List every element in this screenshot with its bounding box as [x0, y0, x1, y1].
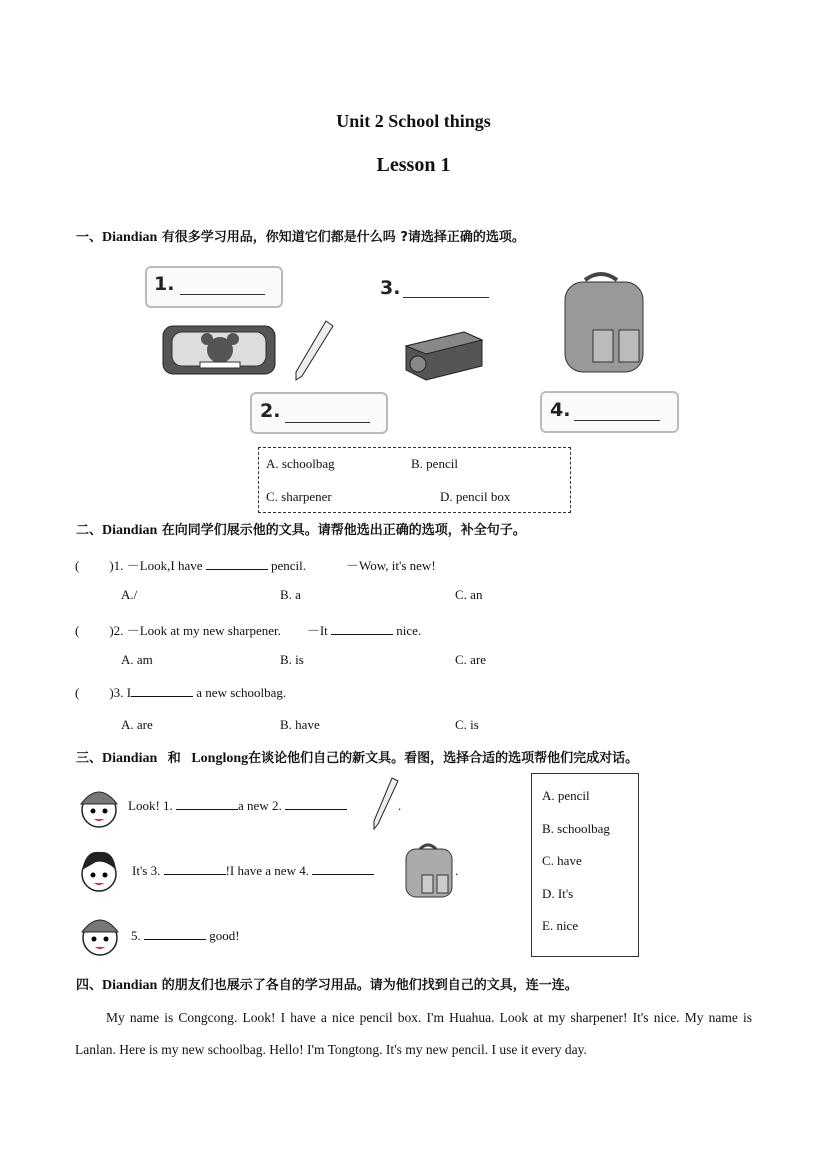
answer-paren[interactable]: ( [75, 558, 80, 573]
q2-option-b: B. is [280, 652, 304, 667]
question-text: pencil. [267, 558, 307, 573]
section3-heading [76, 747, 638, 767]
question-text: I [126, 685, 132, 700]
word-option-c: C. have [542, 853, 582, 868]
and-text: 和 [167, 751, 181, 766]
q1-option-a: A./ [121, 587, 138, 602]
q3-option-c: C. is [455, 717, 479, 732]
answer-paren[interactable]: ( [75, 685, 80, 700]
schoolbag-image [555, 268, 647, 376]
label-3: 3. [380, 277, 401, 299]
blank-1[interactable] [176, 799, 238, 810]
question-1 [75, 555, 436, 574]
q1-option-b: B. a [280, 587, 301, 602]
q1-option-c: C. an [455, 587, 483, 602]
blank-4[interactable] [312, 864, 374, 875]
question-text: a new schoolbag. [193, 685, 287, 700]
diandian-face-icon [76, 784, 122, 830]
blank[interactable] [331, 624, 393, 635]
pencil-box-image [160, 312, 280, 378]
q3-option-a: A. are [121, 717, 153, 732]
lesson-title: Lesson 1 [376, 154, 451, 176]
dialog-text: !I have a new 4. [225, 863, 313, 878]
sharpener-image [404, 326, 486, 382]
instruction: 有很多学习用品，你知道它们都是什么吗 ?请选择正确的选项。 [157, 230, 525, 245]
blank[interactable] [131, 686, 193, 697]
dialog-text: good! [206, 928, 240, 943]
word-option-d: D. It's [542, 886, 574, 901]
label-2: 2. [260, 400, 281, 422]
instruction: 在向同学们展示他的文具。请帮他选出正确的选项，补全句子。 [157, 523, 526, 538]
section-number: 四、 [76, 978, 103, 993]
option-a: A. schoolbag [266, 456, 335, 471]
dialog-text: Look! 1. [128, 798, 177, 813]
section-number: 二、 [76, 523, 103, 538]
question-number: )3. [109, 685, 127, 700]
option-c: C. sharpener [266, 489, 332, 504]
blank-5[interactable] [144, 929, 206, 940]
q2-option-a: A. am [121, 652, 153, 667]
question-text: －Look at my new sharpener. [126, 623, 281, 638]
longlong-face-icon [76, 848, 122, 894]
blank-2[interactable] [285, 799, 347, 810]
worksheet-title: Unit 2 School things [336, 111, 491, 131]
label-1: 1. [154, 273, 175, 295]
blank[interactable] [206, 559, 268, 570]
question-2 [75, 620, 421, 639]
reply-text: nice. [393, 623, 422, 638]
answer-line-4[interactable] [574, 420, 660, 421]
q2-option-c: C. are [455, 652, 487, 667]
question-3 [75, 685, 286, 701]
blank-3[interactable] [164, 864, 226, 875]
answer-paren[interactable]: ( [75, 623, 80, 638]
name: Diandian [102, 751, 158, 766]
answer-line-1[interactable] [180, 294, 265, 295]
diandian-face-icon [77, 912, 123, 958]
answer-line-2[interactable] [285, 422, 370, 423]
name: Diandian [102, 523, 158, 538]
instruction: 在谈论他们自己的新文具。看图，选择合适的选项帮他们完成对话。 [248, 751, 639, 766]
dialog-line-2 [132, 863, 374, 879]
section2-heading [76, 519, 526, 539]
word-option-b: B. schoolbag [542, 821, 610, 836]
option-b: B. pencil [411, 456, 458, 471]
dialog-text: a new 2. [238, 798, 285, 813]
question-text: －Look,I have [126, 558, 206, 573]
reading-paragraph: My name is Congcong. Look! I have a nice pencil box. I'm Huahua. Look at my sharpener! It's nice. My name is Lanlan. Here is my new schoolbag. Hello! I'm Tongtong. It's my new pencil. I use it every day. [75, 1010, 752, 1057]
section4-heading [76, 974, 578, 994]
q3-option-b: B. have [280, 717, 320, 732]
name: Diandian [102, 978, 158, 993]
section-number: 三、 [76, 751, 103, 766]
reply-text: －Wow, it's new! [346, 558, 436, 573]
question-number: )2. [109, 623, 127, 638]
option-d: D. pencil box [440, 489, 511, 504]
dialog-text: 5. [131, 928, 144, 943]
section1-heading [76, 226, 525, 246]
question-number: )1. [109, 558, 127, 573]
dialog-text: It's 3. [132, 863, 164, 878]
word-option-e: E. nice [542, 918, 579, 933]
period: . [455, 863, 459, 878]
section-number: 一、 [76, 230, 103, 245]
reply-text: －It [306, 623, 332, 638]
name: Longlong [191, 751, 249, 766]
dialog-line-3 [131, 928, 240, 944]
name: Diandian [102, 230, 158, 245]
instruction: 的朋友们也展示了各自的学习用品。请为他们找到自己的文具，连一连。 [157, 978, 578, 993]
label-4: 4. [550, 399, 571, 421]
answer-line-3[interactable] [403, 297, 489, 298]
pencil-image [290, 318, 336, 384]
dialog-line-1 [128, 798, 347, 814]
word-option-a: A. pencil [542, 788, 590, 803]
schoolbag-image [402, 841, 459, 899]
period: . [398, 798, 402, 813]
pencil-image [370, 776, 400, 832]
